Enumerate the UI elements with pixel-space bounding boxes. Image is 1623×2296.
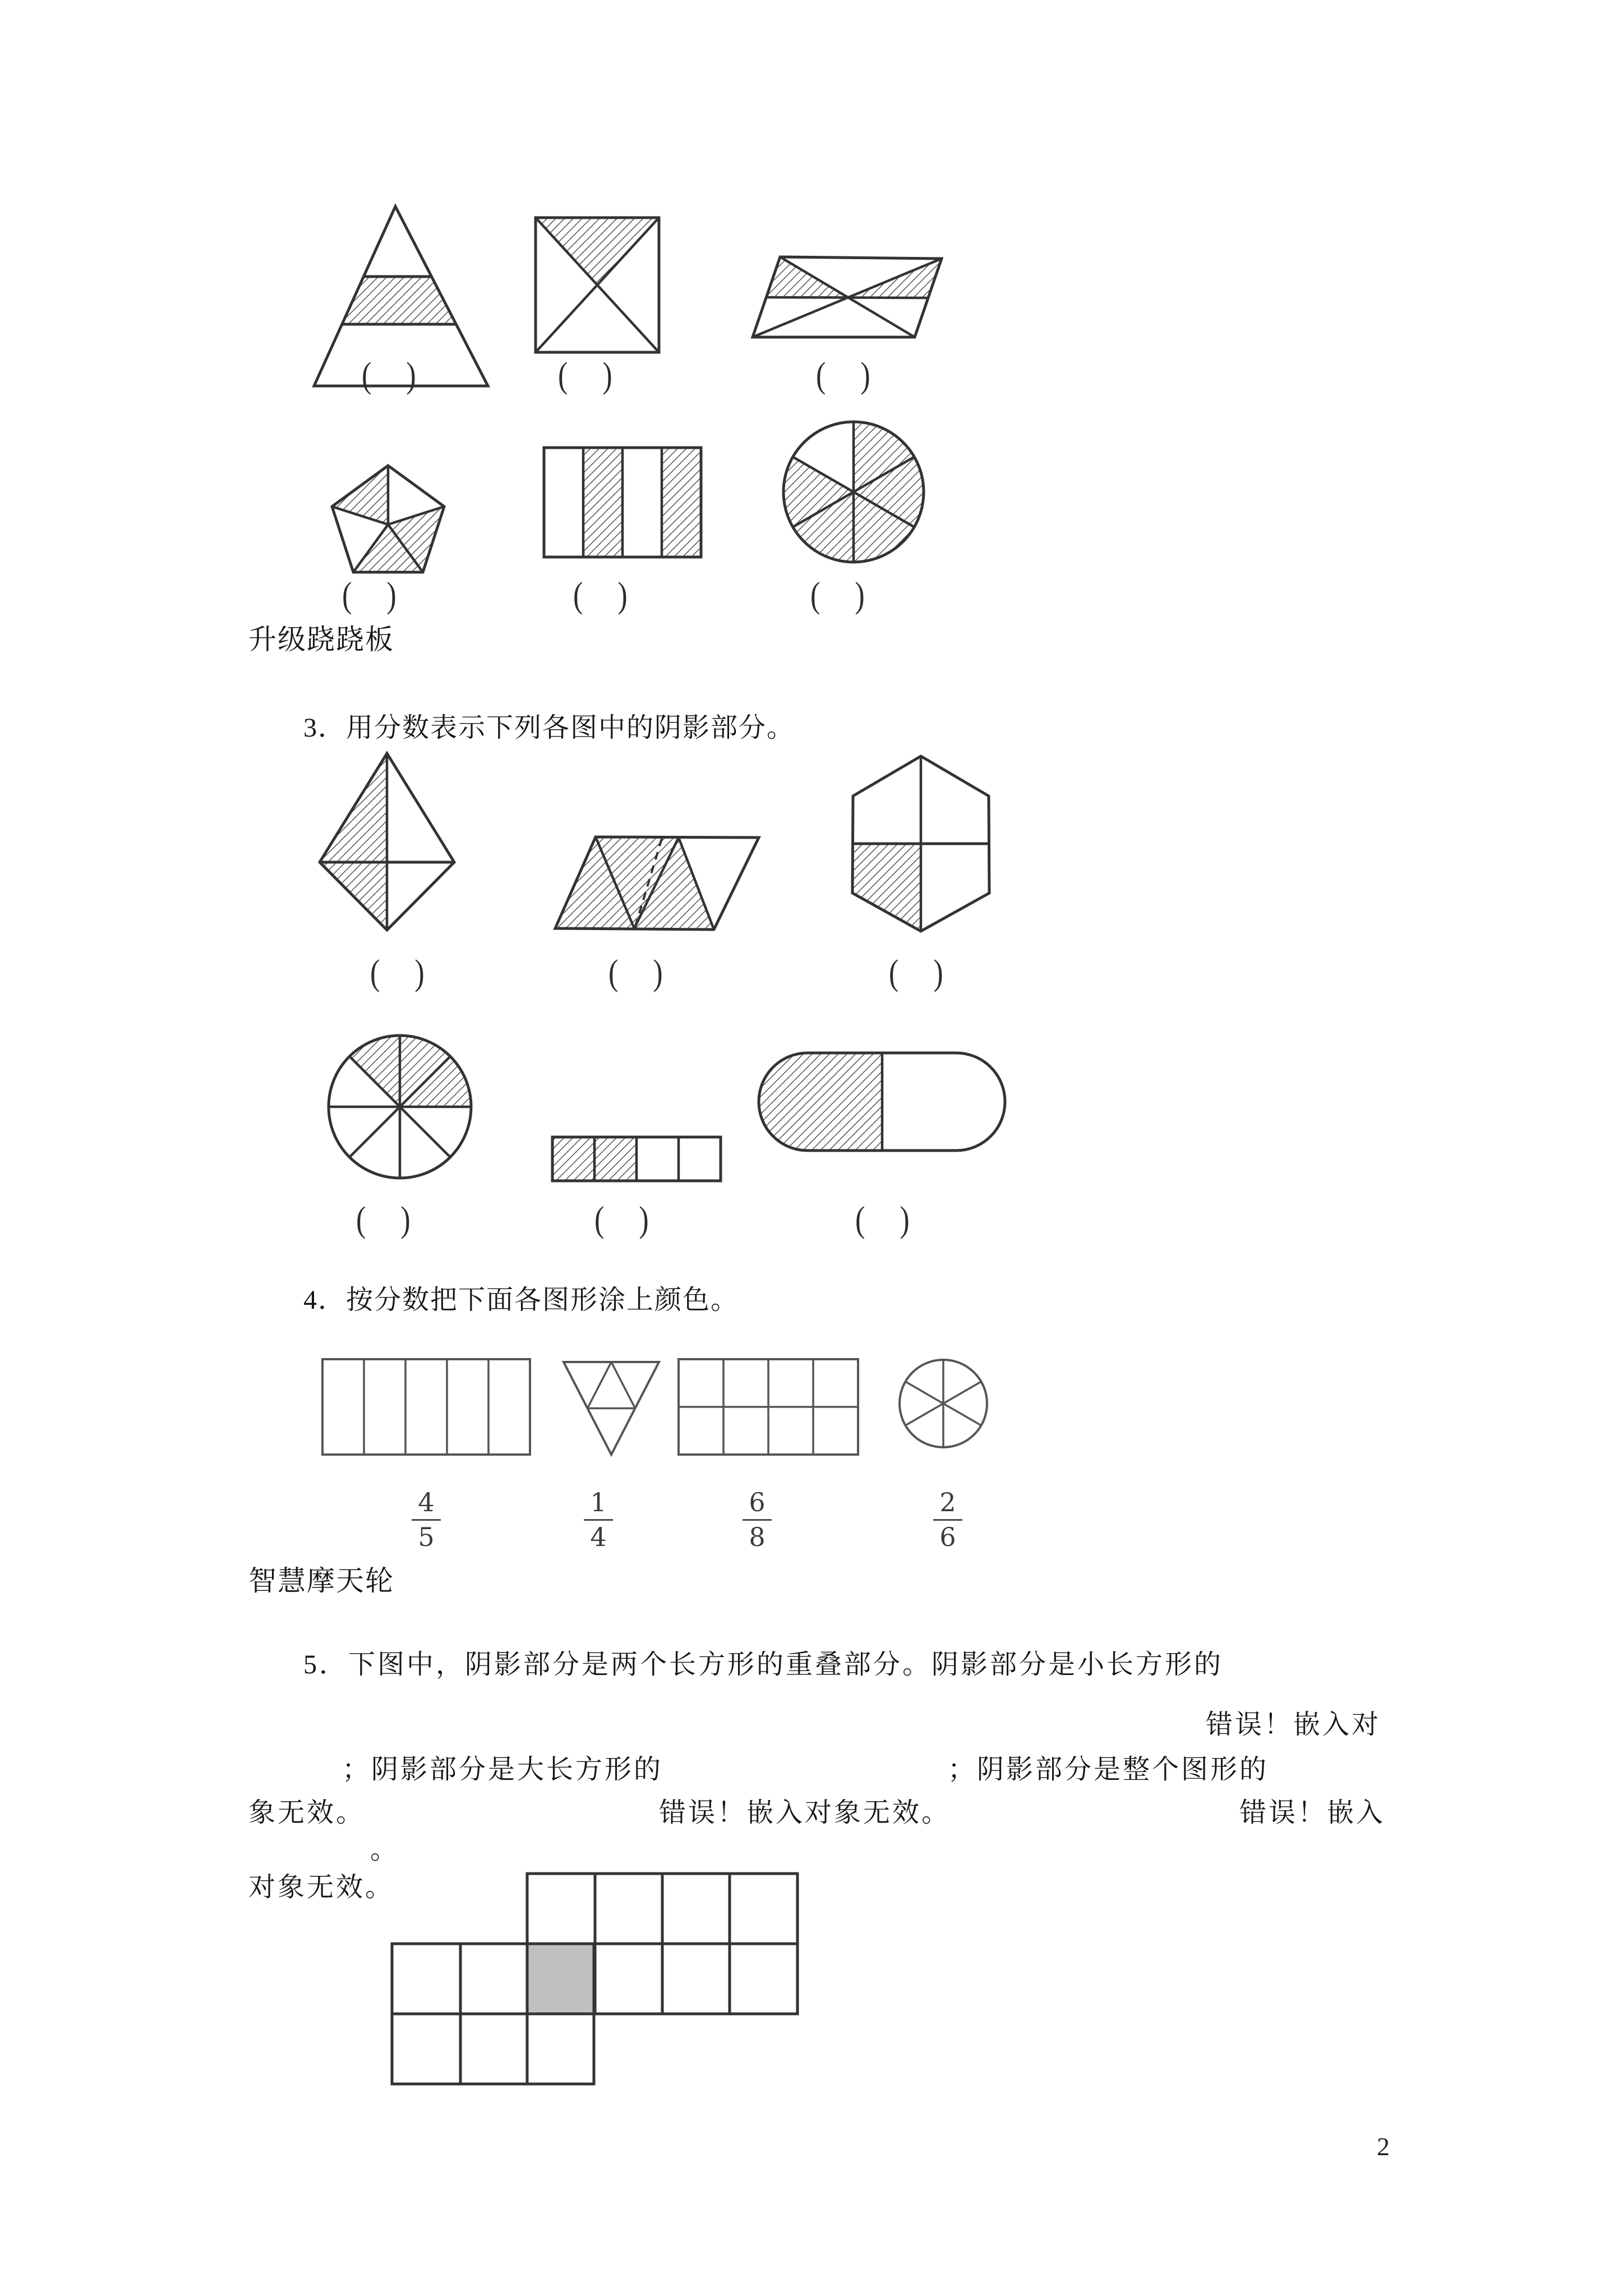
error-embed-text: 错误！嵌入 (1239, 1798, 1386, 1828)
figure-pentagon-fifths (322, 460, 454, 575)
fraction-denominator: 6 (933, 1519, 962, 1553)
figure-grid-eighths-blank (676, 1356, 861, 1457)
fraction-denominator: 5 (412, 1519, 441, 1553)
paren-close: ) (900, 1199, 910, 1240)
paren-close: ) (860, 355, 870, 396)
answer-blank (855, 1199, 910, 1240)
figure-capsule-halves (754, 1050, 1009, 1154)
answer-blank (573, 575, 628, 616)
error-embed-text: 对象无效。 (248, 1872, 395, 1902)
answer-blank (370, 953, 425, 993)
fraction-denominator: 4 (584, 1519, 613, 1553)
figure-hexagon-quarters (850, 752, 993, 937)
paren-close: ) (933, 953, 943, 993)
paren-open: ( (342, 575, 352, 616)
page-number: 2 (1377, 2132, 1390, 2161)
answer-blank (558, 355, 612, 396)
question-4-text: 4．按分数把下面各图形涂上颜色。 (303, 1285, 739, 1315)
paren-close: ) (406, 355, 416, 396)
section-heading-ferris: 智慧摩天轮 (248, 1565, 394, 1596)
paren-open: ( (816, 355, 826, 396)
question-3-text: 3．用分数表示下列各图中的阴影部分。 (303, 713, 795, 743)
answer-blank (889, 953, 943, 993)
answer-blank (608, 953, 663, 993)
figure-kite-quarters (317, 751, 463, 936)
answer-blank (342, 575, 396, 616)
paren-close: ) (602, 355, 612, 396)
paren-close: ) (653, 953, 663, 993)
fraction-2-6 (923, 1487, 973, 1553)
fraction-numerator: 6 (749, 1487, 766, 1517)
figure-square-diagonals (533, 215, 662, 355)
fraction-numerator: 4 (418, 1487, 435, 1517)
paren-close: ) (617, 575, 628, 616)
figure-parallelogram-triangles (547, 825, 766, 937)
section-heading-seesaw: 升级跷跷板 (248, 624, 394, 655)
figure-rectangle-strips (541, 445, 704, 563)
paren-close: ) (386, 575, 396, 616)
question-5-line1: 5．下图中，阴影部分是两个长方形的重叠部分。阴影部分是小长方形的 (303, 1650, 1224, 1680)
paren-open: ( (594, 1199, 605, 1240)
paren-open: ( (362, 355, 372, 396)
question-5-line2b: ；阴影部分是整个图形的 (948, 1755, 1269, 1784)
question-5-line2a: ；阴影部分是大长方形的 (342, 1755, 663, 1784)
answer-blank (594, 1199, 649, 1240)
figure-circle-sixths-blank (897, 1353, 990, 1454)
paren-open: ( (889, 953, 899, 993)
figure-circle-sixths-shaded (780, 418, 929, 567)
error-embed-text: 错误！嵌入对象无效。 (659, 1798, 951, 1828)
fraction-numerator: 2 (939, 1487, 956, 1517)
paren-close: ) (855, 575, 865, 616)
answer-blank (816, 355, 870, 396)
fraction-numerator: 1 (590, 1487, 607, 1517)
error-embed-text: 错误！嵌入对 (1206, 1710, 1381, 1740)
fraction-4-5 (401, 1487, 451, 1553)
answer-blank (356, 1199, 411, 1240)
figure-rect-fifths-blank (320, 1356, 533, 1457)
figure-parallelogram-diagonals (749, 252, 951, 342)
paren-close: ) (414, 953, 425, 993)
figure-triangle-quarters-blank (561, 1356, 662, 1457)
overlap-shaded-cell (527, 1944, 594, 2014)
answer-blank (810, 575, 865, 616)
paren-open: ( (573, 575, 583, 616)
figure-strip-quarters (550, 1134, 723, 1185)
paren-open: ( (356, 1199, 366, 1240)
paren-close: ) (639, 1199, 649, 1240)
answer-blank (362, 355, 416, 396)
fraction-denominator: 8 (743, 1519, 772, 1553)
paren-open: ( (370, 953, 380, 993)
figure-circle-eighths (325, 1032, 477, 1184)
fraction-1-4 (573, 1487, 624, 1553)
paren-open: ( (558, 355, 568, 396)
paren-open: ( (608, 953, 619, 993)
figure-overlapping-rectangles (381, 1862, 808, 2092)
paren-open: ( (855, 1199, 865, 1240)
paren-close: ) (400, 1199, 411, 1240)
paren-open: ( (810, 575, 820, 616)
error-embed-text: 象无效。 (248, 1798, 366, 1828)
fraction-6-8 (732, 1487, 782, 1553)
question-5-period: 。 (370, 1835, 400, 1865)
